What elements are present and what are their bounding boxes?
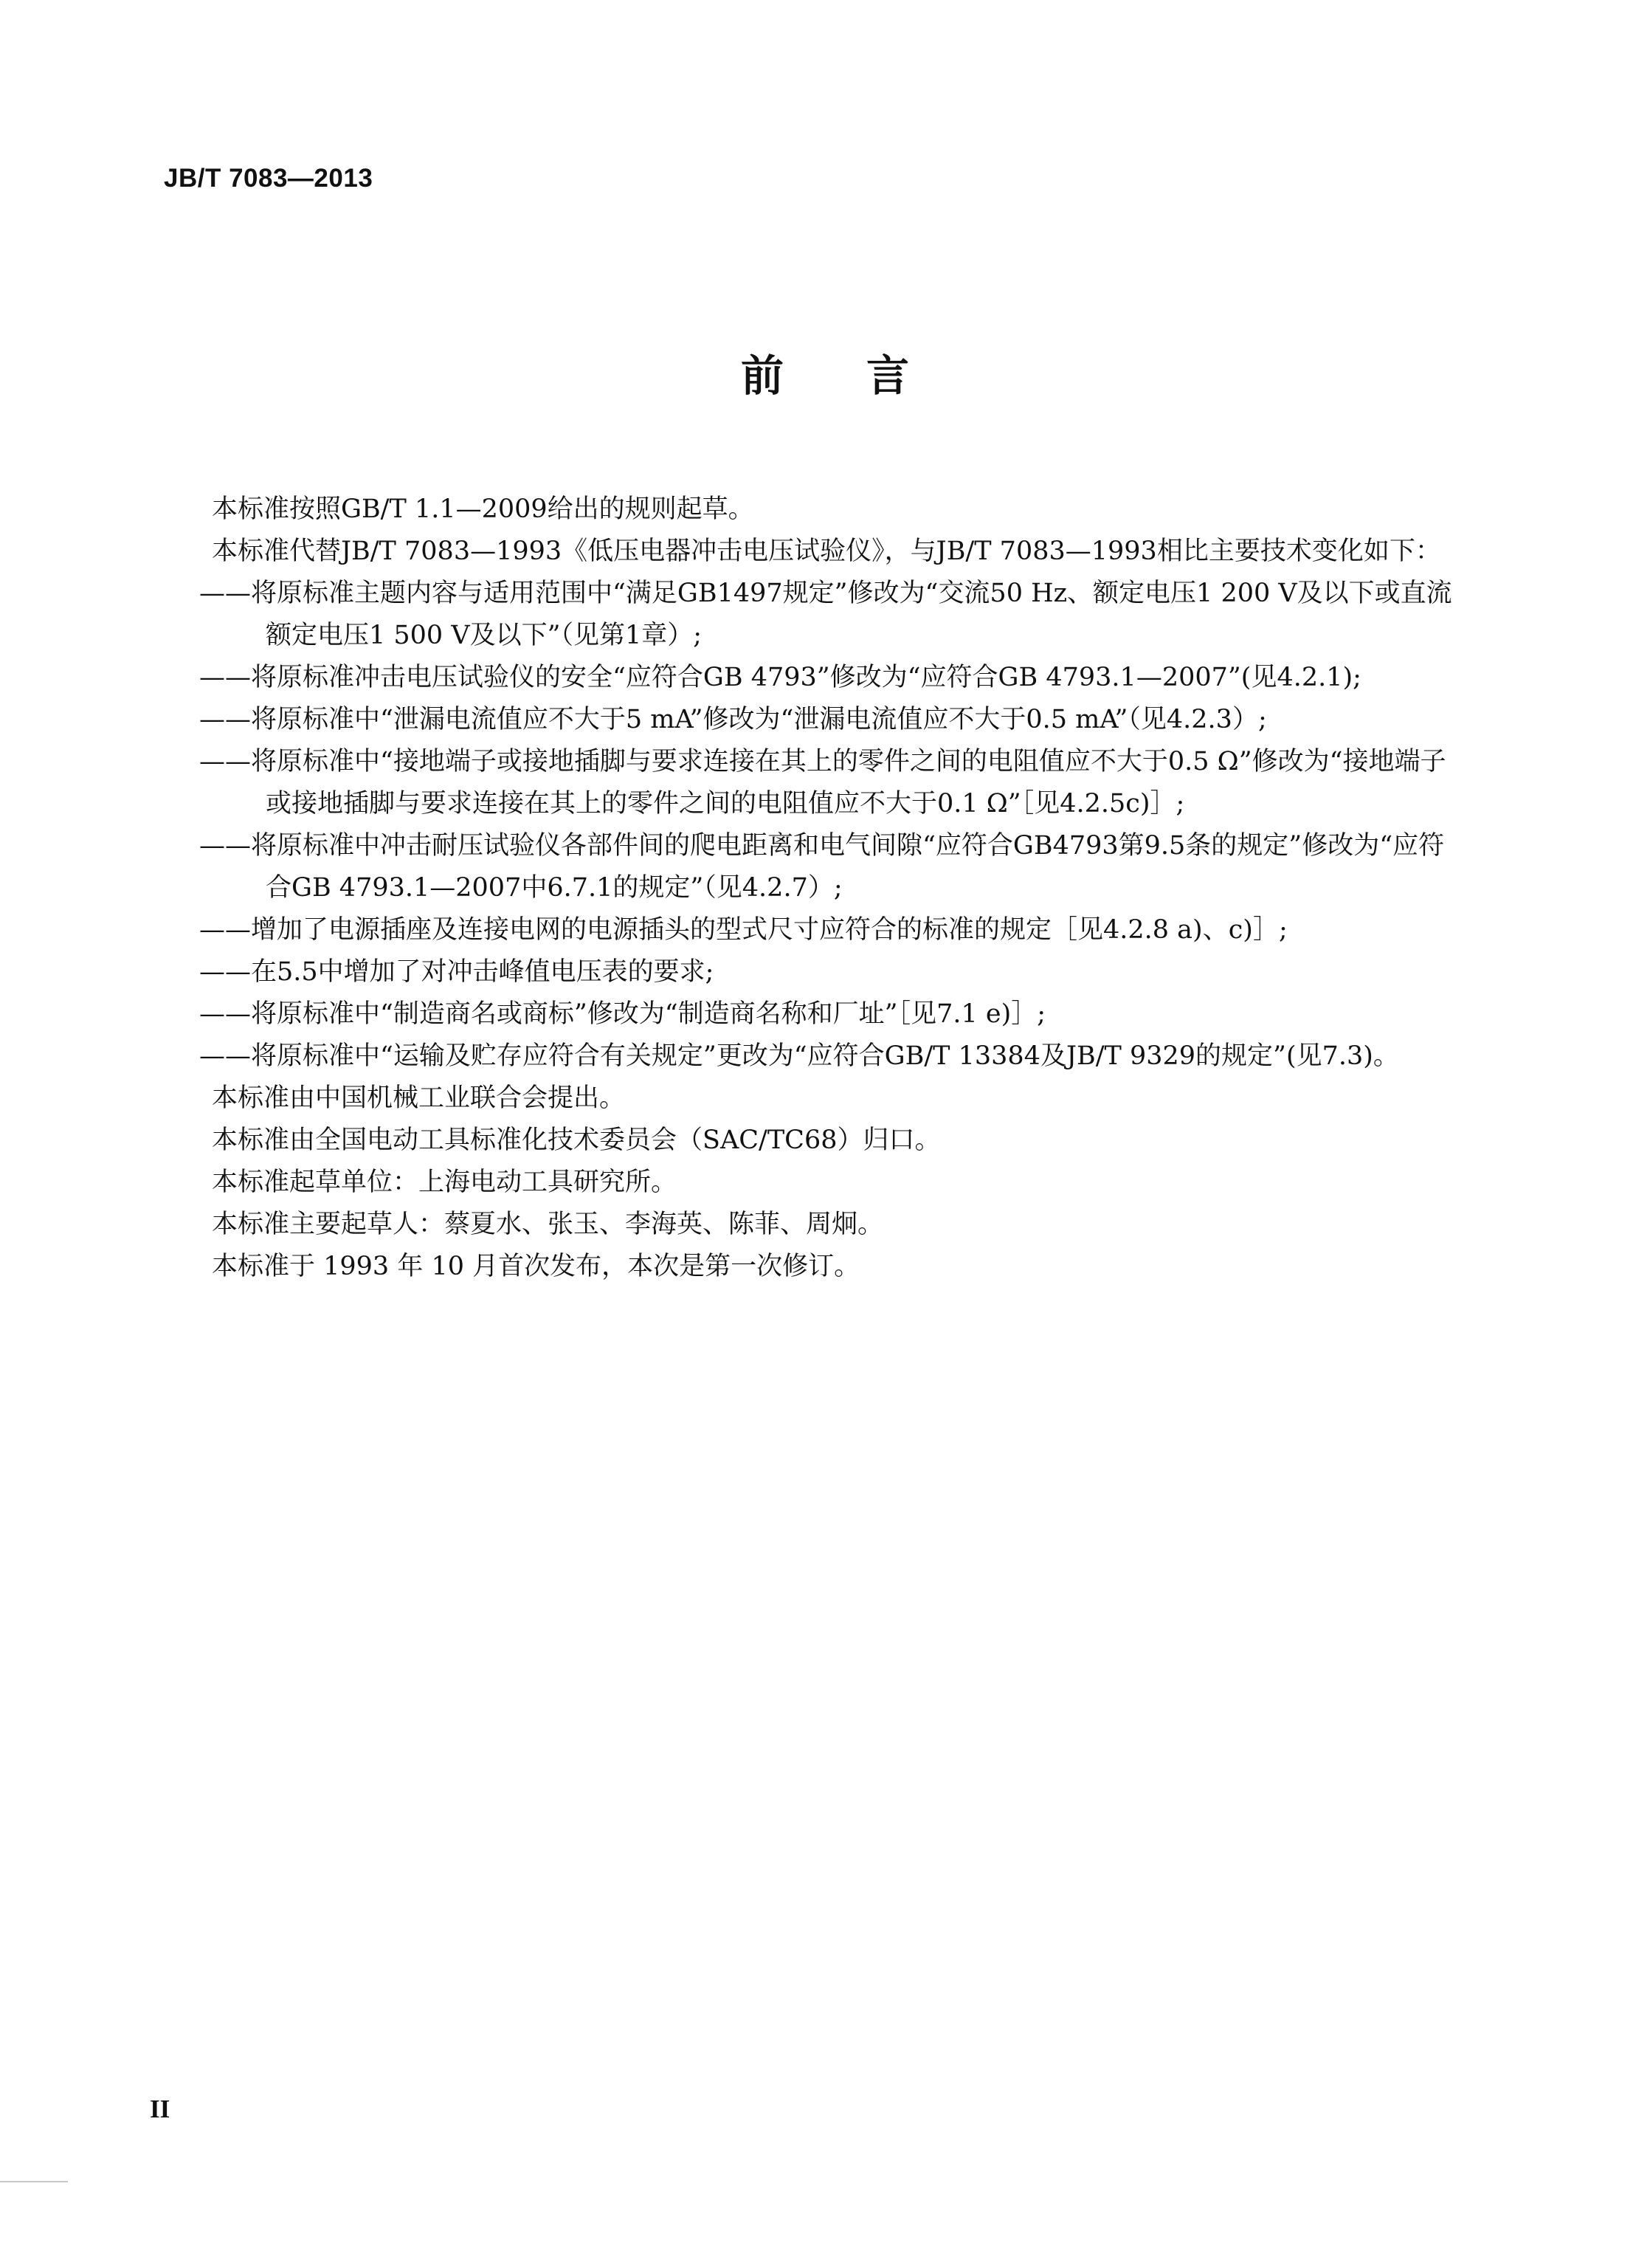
intro-paragraph: 本标准按照GB/T 1.1—2009给出的规则起草。 (212, 494, 754, 524)
change-list-item: ——将原标准中“泄漏电流值应不大于5 mA”修改为“泄漏电流值应不大于0.5 mA”（见4.2.3）; (199, 705, 1267, 734)
closing-paragraph: 本标准由全国电动工具标准化技术委员会（SAC/TC68）归口。 (212, 1126, 941, 1155)
change-list-item: ——将原标准中“接地端子或接地插脚与要求连接在其上的零件之间的电阻值应不大于0.5 Ω”修改为“接地端子或接地插脚与要求连接在其上的零件之间的电阻值应不大于0.1 Ω”［见4.2.5c)］; (199, 747, 1446, 818)
closing-paragraph: 本标准由中国机械工业联合会提出。 (212, 1083, 626, 1113)
closing-paragraph: 本标准于 1993 年 10 月首次发布，本次是第一次修订。 (212, 1252, 860, 1281)
change-list-item: ——将原标准中冲击耐压试验仪各部件间的爬电距离和电气间隙“应符合GB4793第9.5条的规定”修改为“应符合GB 4793.1—2007中6.7.1的规定”（见4.2.7）; (199, 831, 1445, 903)
change-list-item: ——将原标准中“制造商名或商标”修改为“制造商名称和厂址”［见7.1 e)］; (199, 999, 1046, 1029)
foreword-body (159, 489, 1457, 1288)
change-list-item: ——增加了电源插座及连接电网的电源插头的型式尺寸应符合的标准的规定［见4.2.8 a)、c)］; (199, 915, 1288, 945)
page-title: 前言 (740, 351, 992, 401)
change-list-item: ——将原标准主题内容与适用范围中“满足GB1497规定”修改为“交流50 Hz、额定电压1 200 V及以下或直流额定电压1 500 V及以下”（见第1章）; (199, 579, 1452, 650)
page-number: II (150, 2095, 170, 2123)
change-list-item: ——将原标准中“运输及贮存应符合有关规定”更改为“应符合GB/T 13384及JB/T 9329的规定”(见7.3)。 (199, 1041, 1399, 1071)
change-list-item: ——在5.5中增加了对冲击峰值电压表的要求; (199, 957, 714, 987)
intro-paragraph: 本标准代替JB/T 7083—1993《低压电器冲击电压试验仪》，与JB/T 7083—1993相比主要技术变化如下： (212, 537, 1441, 566)
standard-code-header: JB/T 7083—2013 (164, 164, 373, 193)
scan-edge-mark (0, 2181, 68, 2182)
closing-paragraph: 本标准主要起草人：蔡夏水、张玉、李海英、陈菲、周炯。 (212, 1210, 884, 1239)
closing-paragraph: 本标准起草单位：上海电动工具研究所。 (212, 1168, 677, 1197)
change-list-item: ——将原标准冲击电压试验仪的安全“应符合GB 4793”修改为“应符合GB 4793.1—2007”(见4.2.1); (199, 663, 1361, 692)
